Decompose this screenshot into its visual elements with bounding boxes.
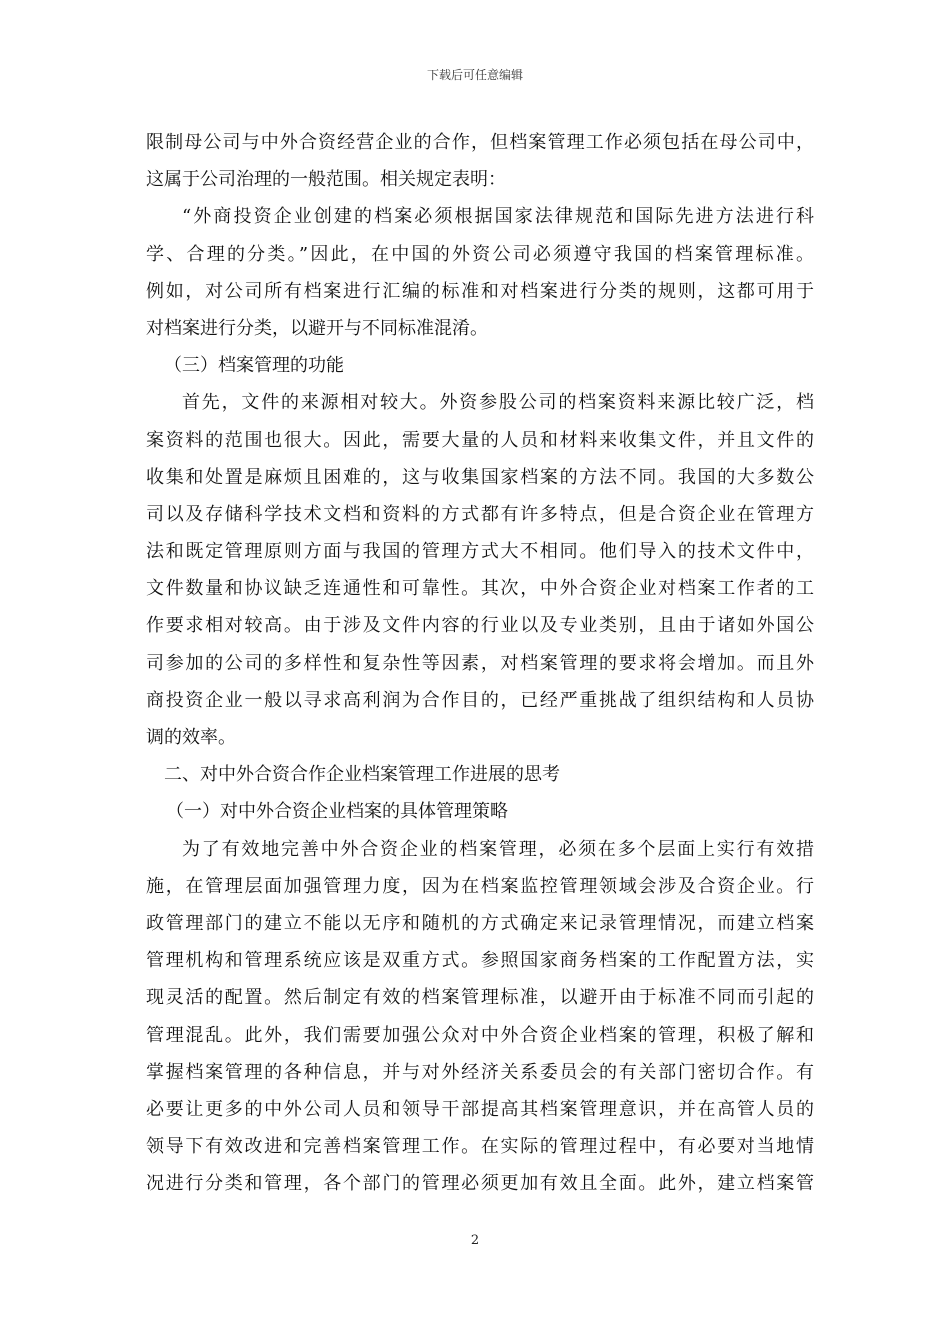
text-line: 管理混乱。此外，我们需要加强公众对中外合资企业档案的管理，积极了解和 xyxy=(146,1024,814,1046)
text-line: 掌握档案管理的各种信息，并与对外经济关系委员会的有关部门密切合作。有 xyxy=(146,1061,814,1083)
text-line: 况进行分类和管理，各个部门的管理必须更加有效且全面。此外，建立档案管 xyxy=(146,1173,814,1195)
text-line: 必要让更多的中外公司人员和领导干部提高其档案管理意识，并在高管人员的 xyxy=(146,1098,814,1120)
text-line: 商投资企业一般以寻求高利润为合作目的，已经严重挑战了组织结构和人员协 xyxy=(146,689,814,711)
text-line: 对档案进行分类，以避开与不同标准混淆。 xyxy=(146,317,488,339)
text-line: 首先，文件的来源相对较大。外资参股公司的档案资料来源比较广泛，档 xyxy=(182,392,814,414)
section-heading: （一）对中外合资企业档案的具体管理策略 xyxy=(166,801,508,823)
text-line: 作要求相对较高。由于涉及文件内容的行业以及专业类别，且由于诸如外国公 xyxy=(146,615,814,637)
section-heading: （三）档案管理的功能 xyxy=(164,355,344,377)
text-line: 学、合理的分类。”因此，在中国的外资公司必须遵守我国的档案管理标准。 xyxy=(146,243,814,265)
page-header: 下载后可任意编辑 xyxy=(426,68,523,82)
document-body xyxy=(146,124,814,1202)
text-line: 法和既定管理原则方面与我国的管理方式大不相同。他们导入的技术文件中， xyxy=(146,541,814,563)
text-line: 调的效率。 xyxy=(146,727,236,748)
text-line: “外商投资企业创建的档案必须根据国家法律规范和国际先进方法进行科 xyxy=(182,206,814,228)
text-line: 管理机构和管理系统应该是双重方式。参照国家商务档案的工作配置方法，实 xyxy=(146,950,814,972)
text-line: 案资料的范围也很大。因此，需要大量的人员和材料来收集文件，并且文件的 xyxy=(146,429,814,451)
chapter-heading: 二、对中外合资合作企业档案管理工作进展的思考 xyxy=(164,764,560,786)
text-line: 施，在管理层面加强管理力度，因为在档案监控管理领域会涉及合资企业。行 xyxy=(146,875,814,897)
text-line: 现灵活的配置。然后制定有效的档案管理标准，以避开由于标准不同而引起的 xyxy=(146,987,814,1009)
text-line: 为了有效地完善中外合资企业的档案管理，必须在多个层面上实行有效措 xyxy=(182,838,814,860)
text-line: 司以及存储科学技术文档和资料的方式都有许多特点，但是合资企业在管理方 xyxy=(146,503,814,525)
text-line: 司参加的公司的多样性和复杂性等因素，对档案管理的要求将会增加。而且外 xyxy=(146,652,814,674)
text-line: 这属于公司治理的一般范围。相关规定表明： xyxy=(146,169,506,191)
text-line: 文件数量和协议缺乏连通性和可靠性。其次，中外合资企业对档案工作者的工 xyxy=(146,578,814,600)
text-line: 领导下有效改进和完善档案管理工作。在实际的管理过程中，有必要对当地情 xyxy=(146,1136,814,1158)
text-line: 限制母公司与中外合资经营企业的合作，但档案管理工作必须包括在母公司中， xyxy=(146,132,814,153)
text-line: 政管理部门的建立不能以无序和随机的方式确定来记录管理情况，而建立档案 xyxy=(146,912,814,934)
page-number: 2 xyxy=(470,1233,480,1248)
text-line: 例如，对公司所有档案进行汇编的标准和对档案进行分类的规则，这都可用于 xyxy=(146,280,814,302)
text-line: 收集和处置是麻烦且困难的，这与收集国家档案的方法不同。我国的大多数公 xyxy=(146,466,814,488)
